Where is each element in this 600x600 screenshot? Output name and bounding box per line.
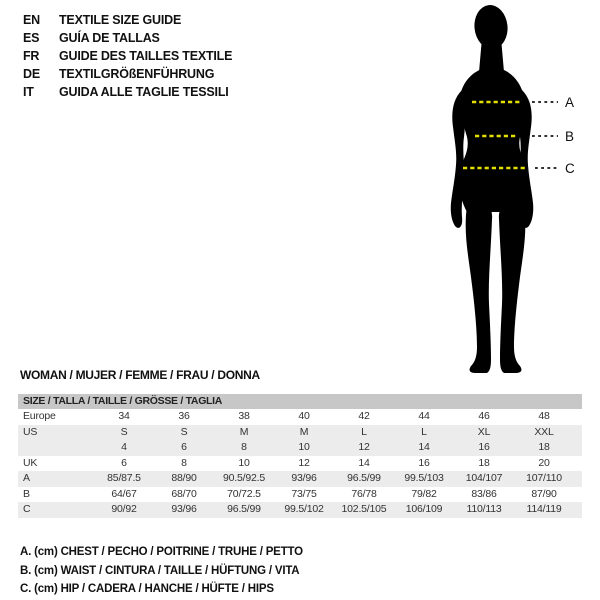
language-code: DE [23, 67, 40, 81]
size-cell: 99.5/103 [404, 472, 444, 484]
row-label: B [23, 487, 30, 500]
language-item [23, 29, 232, 47]
size-cell: 18 [538, 441, 550, 453]
size-cell: L [421, 425, 427, 438]
row-label: Europe [23, 410, 56, 422]
size-cell: 10 [238, 456, 250, 469]
marker-label-a: A [565, 95, 575, 110]
language-label: TEXTILE SIZE GUIDE [59, 13, 182, 27]
size-cell: 36 [178, 410, 190, 422]
size-cell: 104/107 [465, 472, 503, 484]
size-cell: 90.5/92.5 [223, 472, 265, 484]
size-cell: 96.5/99 [347, 472, 381, 484]
size-cell: 10 [298, 441, 310, 453]
size-cell: 14 [358, 456, 370, 469]
legend-line: C. (cm) HIP / CADERA / HANCHE / HÜFTE / HIPS [20, 583, 274, 595]
size-cell: 110/113 [466, 503, 502, 515]
size-cell: 42 [358, 410, 370, 422]
woman-silhouette-figure [440, 0, 600, 378]
size-cell: 96.5/99 [227, 503, 261, 515]
size-cell: XL [477, 425, 491, 438]
table-header: SIZE / TALLA / TAILLE / GRÖSSE / TAGLIA [18, 394, 582, 409]
row-label: UK [23, 456, 38, 469]
woman-silhouette [451, 3, 534, 373]
size-cell: 18 [478, 456, 490, 469]
size-cell: 102.5/105 [341, 503, 387, 515]
row-label: A [23, 472, 30, 484]
size-cell: 93/96 [291, 472, 317, 484]
size-cell: 87/90 [531, 487, 557, 500]
marker-label-b: B [565, 129, 575, 144]
table-row [18, 502, 582, 518]
table-row [18, 425, 582, 441]
table-row [18, 440, 582, 456]
language-list [23, 11, 232, 101]
size-cell: XXL [534, 425, 554, 438]
size-cell: 20 [538, 456, 550, 469]
language-label: TEXTILGRÖßENFÜHRUNG [59, 67, 215, 81]
size-cell: 93/96 [171, 503, 197, 515]
size-cell: 85/87.5 [107, 472, 141, 484]
language-label: GUIDA ALLE TAGLIE TESSILI [59, 85, 229, 99]
measurement-legend [20, 543, 303, 599]
language-item [23, 83, 232, 101]
size-cell: 8 [181, 456, 187, 469]
language-item [23, 47, 232, 65]
size-cell: S [180, 425, 188, 438]
silhouette-torso [459, 68, 528, 212]
size-cell: 99.5/102 [284, 503, 324, 515]
size-cell: 76/78 [351, 487, 377, 500]
size-cell: 73/75 [291, 487, 317, 500]
size-cell: S [120, 425, 128, 438]
silhouette-right-leg [499, 204, 525, 373]
table-row [18, 409, 582, 425]
size-cell: 8 [241, 441, 247, 453]
size-cell: 34 [118, 410, 130, 422]
language-code: EN [23, 13, 40, 27]
size-cell: 107/110 [526, 472, 562, 484]
size-cell: 6 [121, 456, 127, 469]
silhouette-left-leg [466, 204, 492, 373]
size-cell: 12 [358, 441, 370, 453]
language-item [23, 65, 232, 83]
marker-label-c: C [565, 161, 575, 176]
size-cell: 16 [478, 441, 490, 453]
size-cell: 14 [418, 441, 430, 453]
table-body [18, 409, 582, 518]
silhouette-neck [479, 38, 504, 72]
size-cell: 64/67 [111, 487, 137, 500]
language-label: GUÍA DE TALLAS [59, 31, 160, 45]
language-label: GUIDE DES TAILLES TEXTILE [59, 49, 233, 63]
size-cell: L [361, 425, 367, 438]
language-item [23, 11, 232, 29]
size-cell: 46 [478, 410, 490, 422]
size-cell: 70/72.5 [227, 487, 261, 500]
size-cell: 88/90 [171, 472, 197, 484]
size-cell: 44 [418, 410, 430, 422]
size-cell: 16 [418, 456, 430, 469]
row-label: C [23, 503, 31, 515]
size-cell: 4 [121, 441, 127, 453]
size-cell: 12 [298, 456, 310, 469]
size-cell: M [299, 425, 309, 438]
row-label [18, 440, 94, 456]
table-row [18, 471, 582, 487]
size-cell: 48 [538, 410, 550, 422]
size-cell: M [239, 425, 249, 438]
table-row [18, 487, 582, 503]
size-cell: 38 [238, 410, 250, 422]
size-cell: 6 [181, 441, 187, 453]
size-cell: 90/92 [111, 503, 137, 515]
size-table [18, 394, 582, 518]
size-cell: 79/82 [411, 487, 437, 500]
legend-line: A. (cm) CHEST / PECHO / POITRINE / TRUHE / PETTO [20, 546, 303, 558]
legend-line: B. (cm) WAIST / CINTURA / TAILLE / HÜFTUNG / VITA [20, 564, 300, 577]
language-code: IT [23, 85, 34, 99]
size-cell: 106/109 [405, 503, 443, 515]
size-cell: 83/86 [471, 487, 497, 500]
section-title: WOMAN / MUJER / FEMME / FRAU / DONNA [20, 368, 260, 382]
table-row [18, 456, 582, 472]
language-code: FR [23, 49, 40, 63]
language-code: ES [23, 31, 40, 45]
row-label: US [23, 425, 38, 438]
size-cell: 114/119 [526, 503, 562, 515]
size-cell: 40 [298, 410, 310, 422]
size-cell: 68/70 [171, 487, 197, 500]
